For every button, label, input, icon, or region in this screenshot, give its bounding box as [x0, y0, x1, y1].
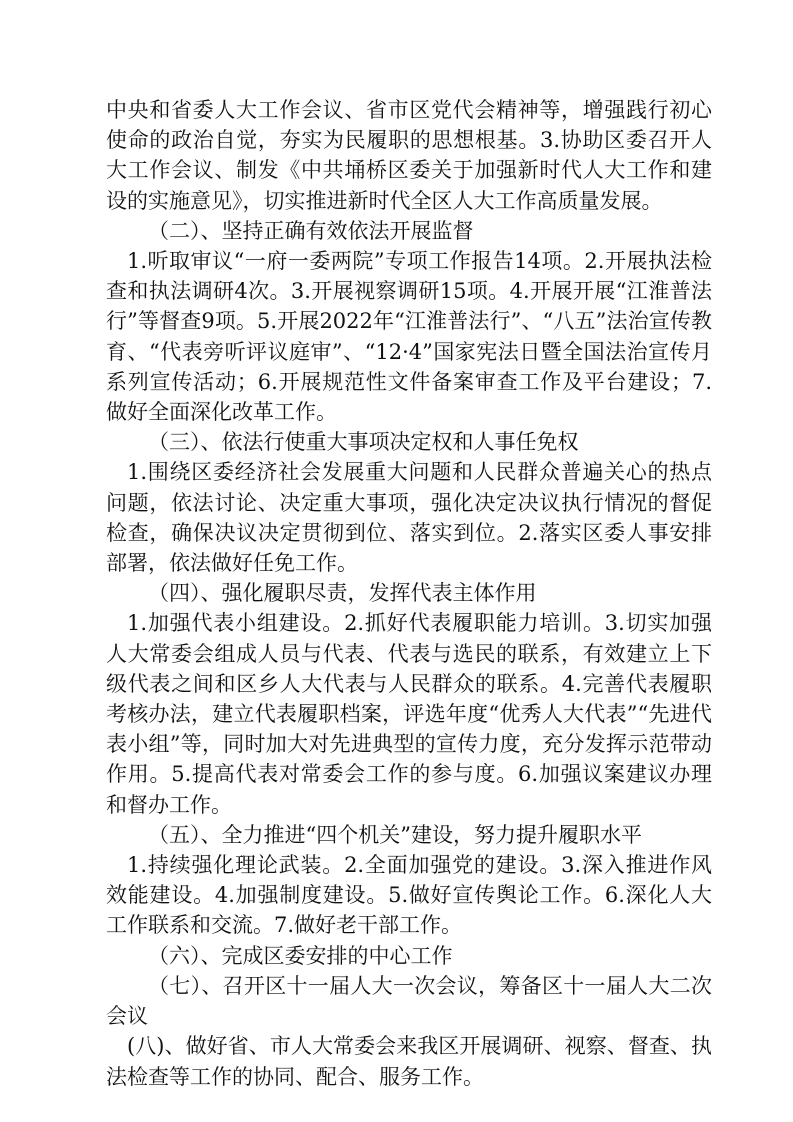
- paragraph-supervision: 1.听取审议“一府一委两院”专项工作报告14项。2.开展执法检查和执法调研4次。3.开展视察调研15项。4.开展开展“江淮普法行”等督查9项。5.开展2022年“江淮普法行”、“八五”法治宣传教育、“代表旁听评议庭审”、“12·4”国家宪法日暨全国法治宣传月系列宣传活动；6.开展规范性文件备案审查工作及平台建设；7.做好全面深化改革工作。: [106, 249, 712, 425]
- section-heading-8: (八)、做好省、市人大常委会来我区开展调研、视察、督查、执法检查等工作的协同、配合、服务工作。: [106, 1034, 712, 1089]
- paragraph-continuation: 中央和省委人大工作会议、省市区党代会精神等，增强践行初心使命的政治自觉，夯实为民履职的思想根基。3.协助区委召开人大工作会议、制发《中共埇桥区委关于加强新时代人大工作和建设的实施意见》，切实推进新时代全区人大工作高质量发展。: [106, 98, 712, 213]
- paragraph-decisions: 1.围绕区委经济社会发展重大问题和人民群众普遍关心的热点问题，依法讨论、决定重大事项，强化决定决议执行情况的督促检查，确保决议决定贯彻到位、落实到位。2.落实区委人事安排部署，依法做好任免工作。: [106, 460, 712, 576]
- section-heading-7: （七）、召开区十一届人大一次会议，筹备区十一届人大二次会议: [106, 973, 712, 1029]
- paragraph-representatives: 1.加强代表小组建设。2.抓好代表履职能力培训。3.切实加强人大常委会组成人员与代表、代表与选民的联系，有效建立上下级代表之间和区乡人大代表与人民群众的联系。4.完善代表履职考核办法，建立代表履职档案，评选年度“优秀人大代表”“先进代表小组”等，同时加大对先进典型的宣传力度，充分发挥示范带动作用。5.提高代表对常委会工作的参与度。6.加强议案建议办理和督办工作。: [106, 611, 712, 817]
- section-heading-2: （二）、坚持正确有效依法开展监督: [148, 218, 474, 243]
- paragraph-four-organs: 1.持续强化理论武装。2.全面加强党的建设。3.深入推进作风效能建设。4.加强制度建设。5.做好宣传舆论工作。6.深化人大工作联系和交流。7.做好老干部工作。: [106, 853, 712, 938]
- section-heading-5: （五）、全力推进“四个机关”建设，努力提升履职水平: [148, 822, 642, 847]
- section-heading-3: （三）、依法行使重大事项决定权和人事任免权: [148, 430, 579, 455]
- document-body: [106, 95, 712, 1092]
- section-heading-6: （六）、完成区委安排的中心工作: [148, 943, 453, 968]
- section-heading-4: （四）、强化履职尽责，发挥代表主体作用: [148, 581, 537, 606]
